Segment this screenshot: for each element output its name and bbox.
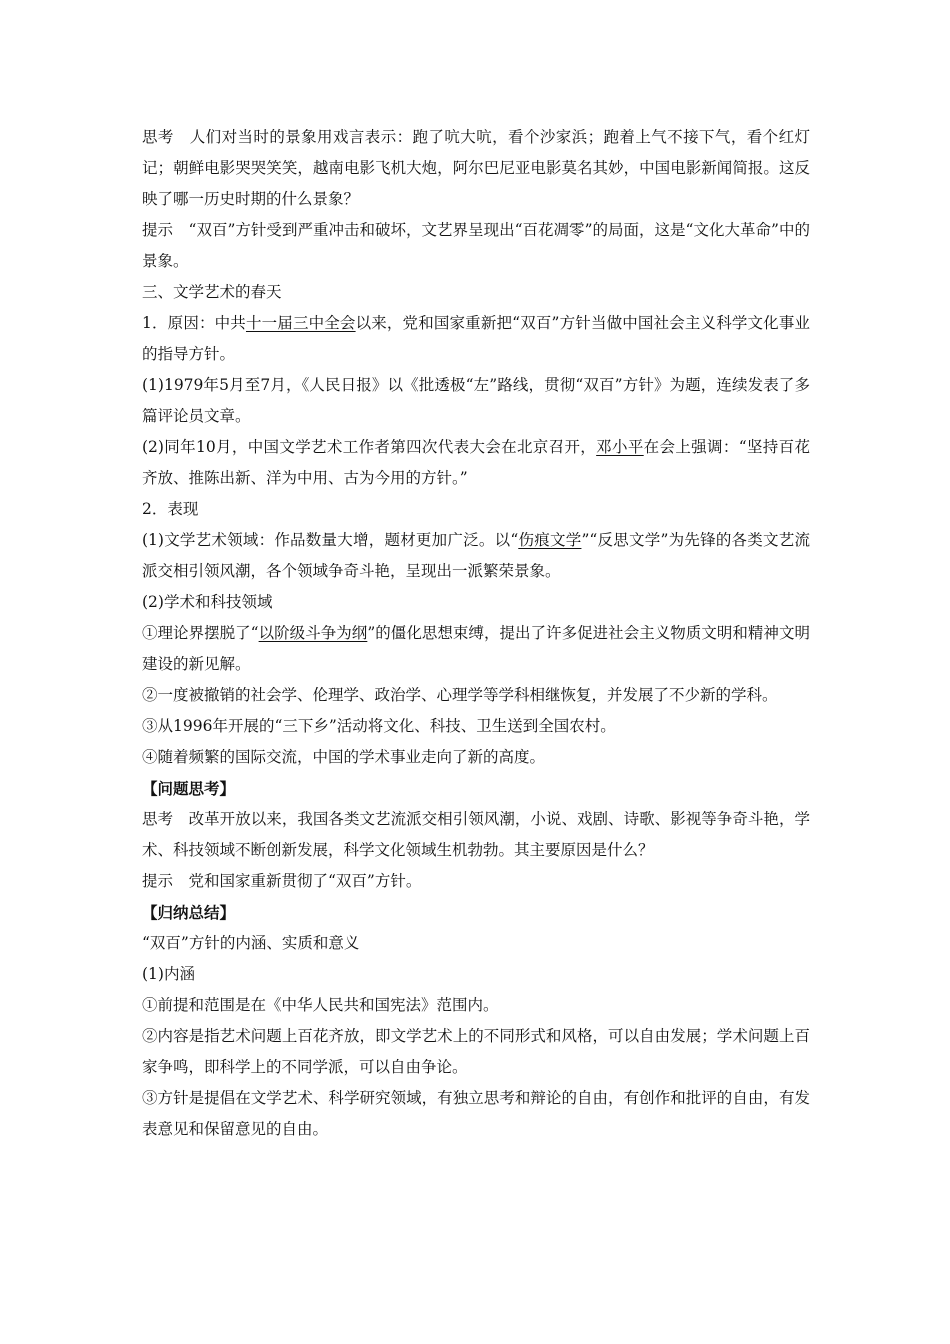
summary-heading: 【归纳总结】 — [142, 903, 236, 922]
section-heading-3: 三、文学艺术的春天 — [142, 283, 282, 301]
cause-underline-term: 十一届三中全会 — [245, 314, 356, 332]
show-item-2a — [142, 618, 810, 680]
document-body — [142, 122, 810, 1145]
show2a-underline-term: 以阶级斗争为纲 — [258, 624, 368, 642]
think-paragraph-1: 思考 人们对当时的景象用戏言表示：跑了吭大吭，看个沙家浜；跑着上气不接下气，看个红灯记；朝鲜电影哭哭笑笑，越南电影飞机大炮，阿尔巴尼亚电影莫名其妙，中国电影新闻简报。这反映了哪一历史时期的什么景象？ — [142, 128, 810, 208]
question-heading: 【问题思考】 — [142, 779, 236, 798]
show1-pre: (1)文学艺术领域：作品数量大增，题材更加广泛。以“ — [142, 531, 519, 549]
show1-underline-term: 伤痕文学 — [518, 531, 582, 549]
show-item-2: (2)学术和科技领域 — [142, 593, 273, 611]
hint-paragraph-2: 提示 党和国家重新贯彻了“双百”方针。 — [142, 872, 422, 890]
cause-post: 以来，党和国家重新把“双百”方针当做中国社会主义科学文化事业的指导方针。 — [142, 314, 810, 363]
show-item-2d: ④随着频繁的国际交流，中国的学术事业走向了新的高度。 — [142, 748, 546, 766]
connotation-item-1: ①前提和范围是在《中华人民共和国宪法》范围内。 — [142, 996, 499, 1014]
show-item-1 — [142, 525, 810, 587]
cause2-pre: (2)同年10月，中国文学艺术工作者第四次代表大会在北京召开， — [142, 438, 597, 456]
summary-title: “双百”方针的内涵、实质和意义 — [142, 934, 360, 952]
cause2-post: 在会上强调：“坚持百花齐放、推陈出新、洋为中用、古为今用的方针。” — [142, 438, 810, 487]
show2a-pre: ①理论界摆脱了“ — [142, 624, 259, 642]
cause-paragraph — [142, 308, 810, 370]
show2a-post: ”的僵化思想束缚，提出了许多促进社会主义物质文明和精神文明建设的新见解。 — [142, 624, 810, 673]
show-item-2b: ②一度被撤销的社会学、伦理学、政治学、心理学等学科相继恢复，并发展了不少新的学科。 — [142, 686, 778, 704]
cause2-underline-term: 邓小平 — [596, 438, 644, 456]
cause-item-1: (1)1979年5月至7月，《人民日报》以《批透极“左”路线，贯彻“双百”方针》为题，连续发表了多篇评论员文章。 — [142, 376, 810, 425]
show1-post: ”“反思文学”为先锋的各类文艺流派交相引领风潮，各个领域争奇斗艳，呈现出一派繁荣景象。 — [142, 531, 810, 580]
show-item-2c: ③从1996年开展的“三下乡”活动将文化、科技、卫生送到全国农村。 — [142, 717, 616, 735]
cause-pre: 1．原因：中共 — [142, 314, 246, 332]
think-paragraph-2: 思考 改革开放以来，我国各类文艺流派交相引领风潮，小说、戏剧、诗歌、影视等争奇斗艳，学术、科技领域不断创新发展，科学文化领域生机勃勃。其主要原因是什么？ — [142, 810, 810, 859]
hint-paragraph-1: 提示 “双百”方针受到严重冲击和破坏，文艺界呈现出“百花凋零”的局面，这是“文化大革命”中的景象。 — [142, 221, 810, 270]
connotation-item-3: ③方针是提倡在文学艺术、科学研究领域，有独立思考和辩论的自由，有创作和批评的自由，有发表意见和保留意见的自由。 — [142, 1089, 810, 1138]
cause-item-2 — [142, 432, 810, 494]
connotation-item-2: ②内容是指艺术问题上百花齐放，即文学艺术上的不同形式和风格，可以自由发展；学术问题上百家争鸣，即科学上的不同学派，可以自由争论。 — [142, 1027, 810, 1076]
connotation-heading: (1)内涵 — [142, 965, 195, 983]
show-heading: 2．表现 — [142, 500, 199, 518]
